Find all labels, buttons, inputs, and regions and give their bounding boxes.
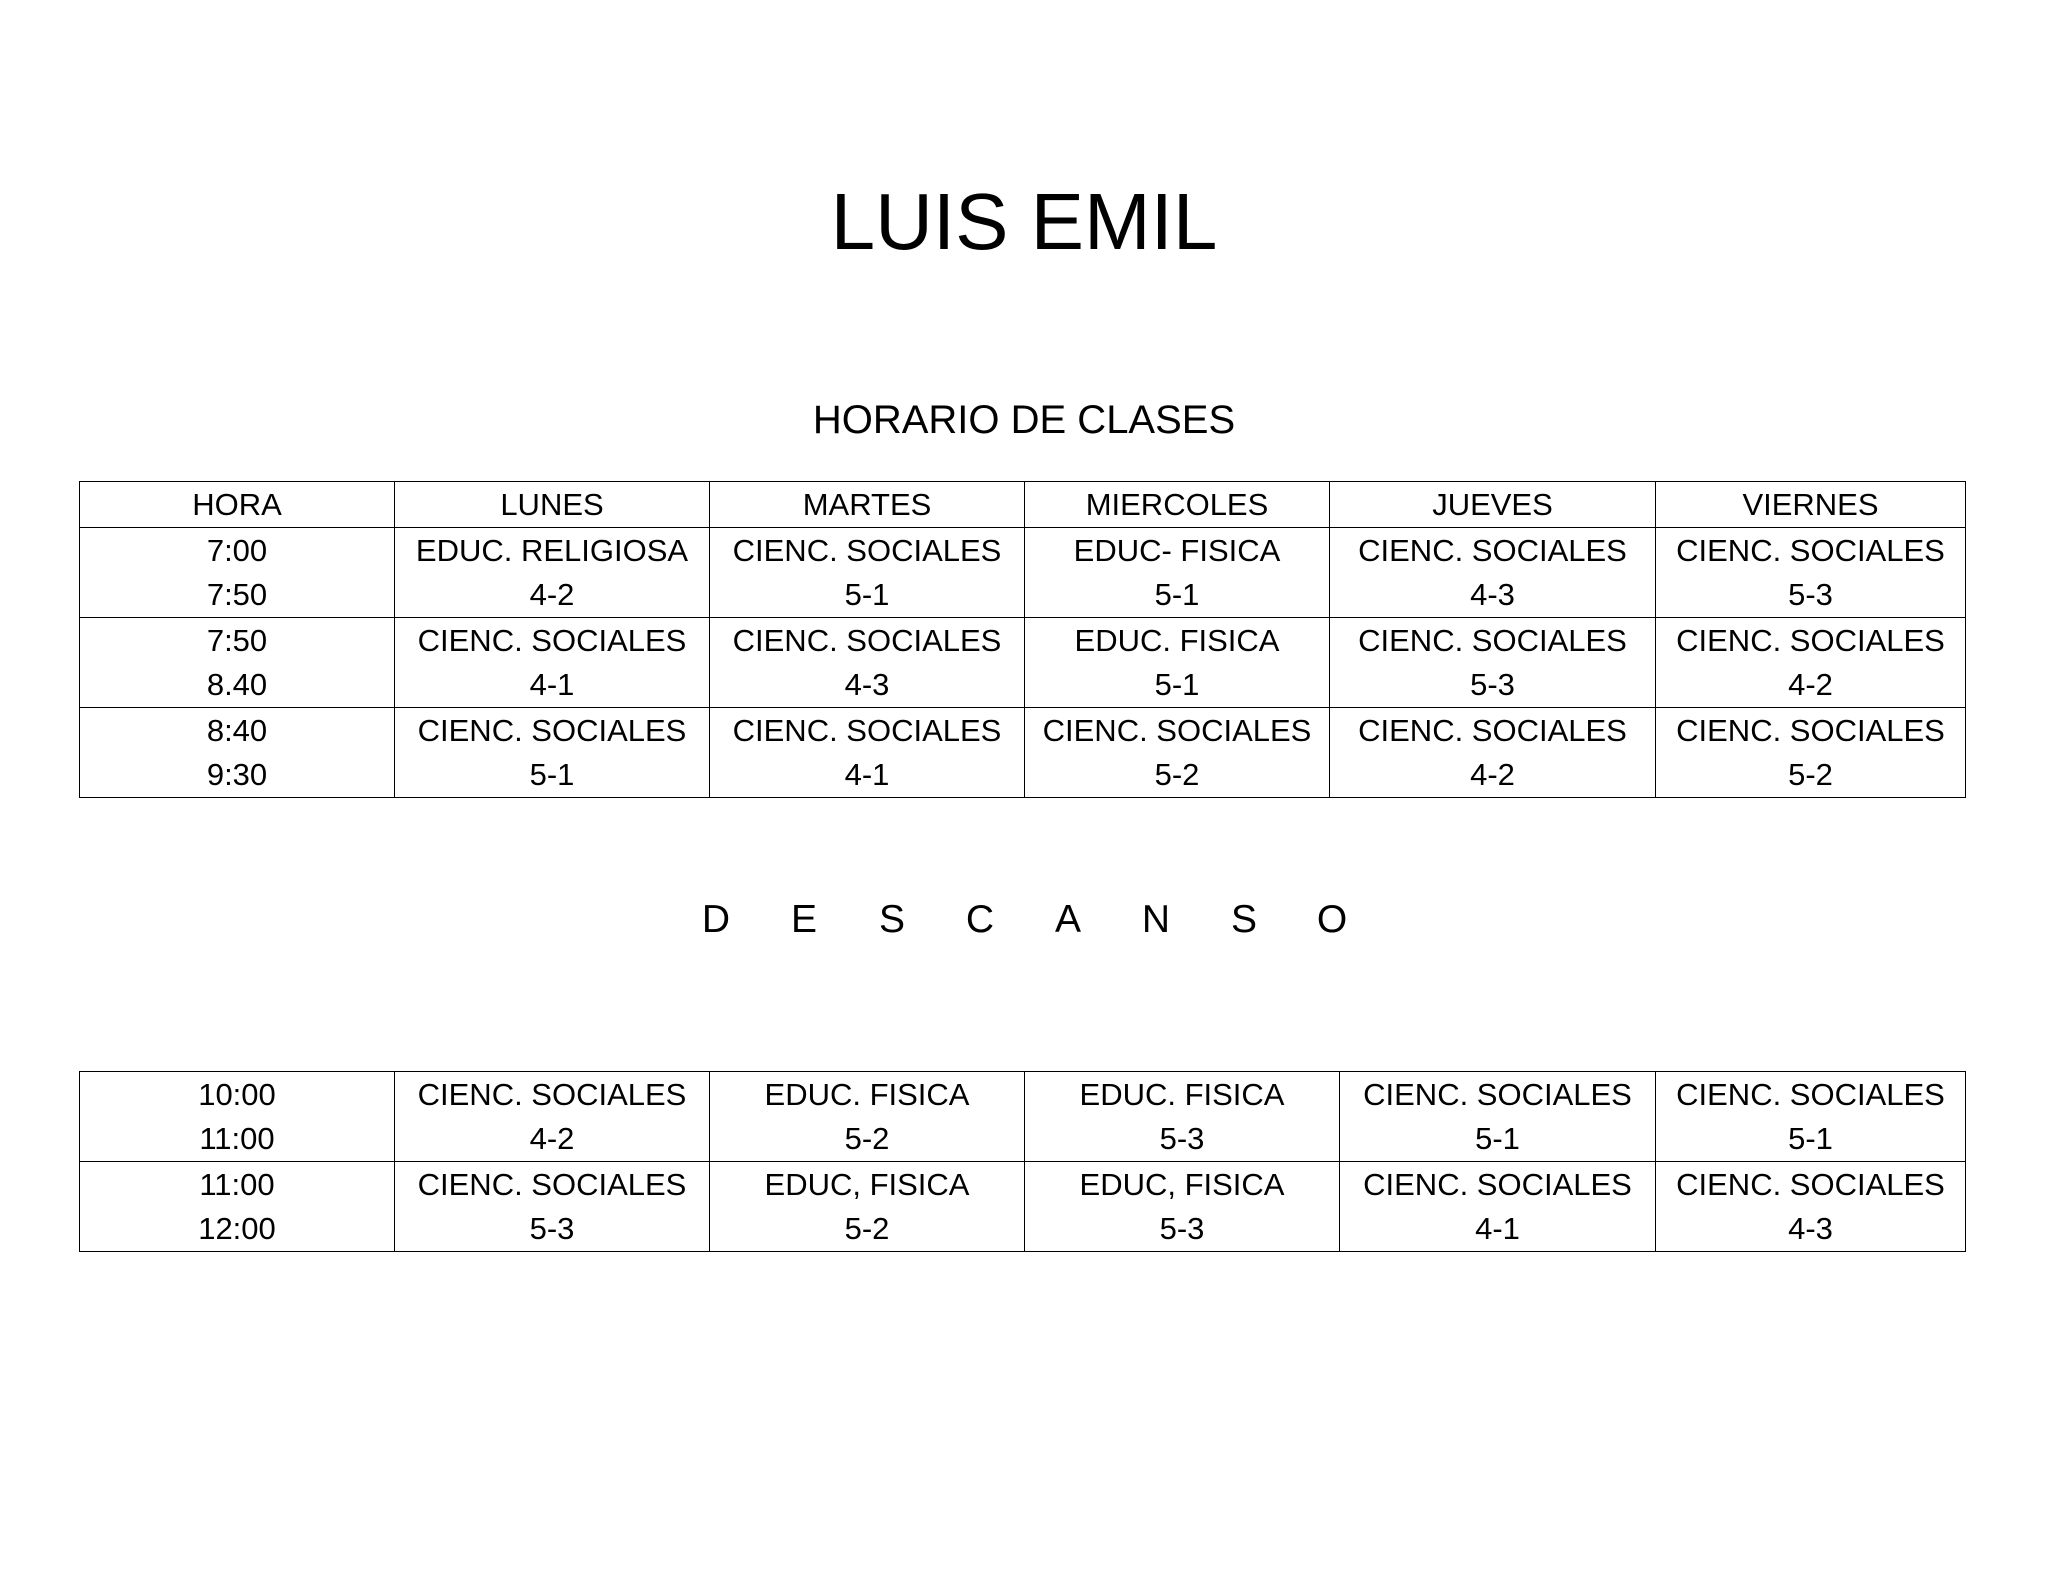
- header-hora: HORA: [80, 482, 395, 528]
- group-label: 4-3: [844, 666, 890, 702]
- start-time: 10:00: [198, 1076, 276, 1112]
- subject-label: CIENC. SOCIALES: [1358, 622, 1627, 658]
- time-cell: [80, 1162, 395, 1252]
- start-time: 8:40: [206, 712, 268, 748]
- subject-label: EDUC- FISICA: [1073, 532, 1281, 568]
- start-time: 11:00: [199, 1166, 275, 1202]
- class-cell: [395, 1162, 710, 1252]
- class-cell: [1330, 528, 1656, 618]
- break-letter: O: [1316, 898, 1348, 941]
- subject-label: CIENC. SOCIALES: [417, 712, 687, 748]
- group-label: 5-2: [1788, 756, 1833, 792]
- end-time: 8.40: [206, 666, 268, 702]
- subject-label: CIENC. SOCIALES: [417, 1166, 687, 1202]
- group-label: 4-1: [1475, 1210, 1520, 1246]
- subject-label: CIENC. SOCIALES: [1042, 712, 1312, 748]
- group-label: 4-1: [844, 756, 890, 792]
- header-viernes: VIERNES: [1656, 482, 1966, 528]
- subject-label: CIENC. SOCIALES: [1363, 1076, 1632, 1112]
- group-label: 4-2: [529, 576, 575, 612]
- table-row: [80, 708, 1966, 798]
- class-cell: [710, 618, 1025, 708]
- late-schedule-body: [80, 1072, 1966, 1252]
- subject-label: CIENC. SOCIALES: [1676, 1166, 1945, 1202]
- class-cell: [395, 708, 710, 798]
- end-time: 11:00: [199, 1120, 275, 1156]
- header-jueves: JUEVES: [1330, 482, 1656, 528]
- subject-label: EDUC. FISICA: [1079, 1076, 1285, 1112]
- break-label: [0, 895, 2048, 945]
- class-cell: [395, 618, 710, 708]
- end-time: 12:00: [198, 1210, 276, 1246]
- group-label: 5-3: [1159, 1210, 1205, 1246]
- class-cell: [1330, 708, 1656, 798]
- subject-label: CIENC. SOCIALES: [732, 532, 1002, 568]
- break-letter: E: [790, 898, 817, 941]
- schedule-subtitle: HORARIO DE CLASES: [812, 398, 1236, 442]
- group-label: 4-3: [1470, 576, 1515, 612]
- subject-label: EDUC, FISICA: [764, 1166, 970, 1202]
- class-cell: [1656, 1072, 1966, 1162]
- subject-label: CIENC. SOCIALES: [1676, 1076, 1945, 1112]
- break-letter: A: [1054, 898, 1081, 941]
- group-label: 4-1: [529, 666, 575, 702]
- subject-label: EDUC. FISICA: [1074, 622, 1280, 658]
- group-label: 5-1: [1154, 576, 1200, 612]
- class-cell: [1025, 618, 1330, 708]
- time-cell: [80, 1072, 395, 1162]
- table-row: [80, 618, 1966, 708]
- subject-label: CIENC. SOCIALES: [732, 622, 1002, 658]
- class-cell: [395, 1072, 710, 1162]
- break-letter: D: [701, 898, 731, 941]
- subject-label: CIENC. SOCIALES: [1363, 1166, 1632, 1202]
- class-cell: [1025, 708, 1330, 798]
- group-label: 5-1: [529, 756, 575, 792]
- time-cell: [80, 528, 395, 618]
- start-time: 7:00: [206, 532, 268, 568]
- group-label: 4-2: [1470, 756, 1515, 792]
- subject-label: CIENC. SOCIALES: [1676, 712, 1945, 748]
- table-row: [80, 1072, 1966, 1162]
- late-schedule-table: [79, 1071, 1966, 1252]
- subject-label: EDUC. FISICA: [764, 1076, 970, 1112]
- start-time: 7:50: [206, 622, 268, 658]
- break-letter: S: [878, 898, 905, 941]
- group-label: 5-1: [1475, 1120, 1520, 1156]
- class-cell: [1340, 1072, 1656, 1162]
- subject-label: CIENC. SOCIALES: [417, 622, 687, 658]
- group-label: 4-3: [1788, 1210, 1833, 1246]
- table-row: [80, 528, 1966, 618]
- time-cell: [80, 708, 395, 798]
- group-label: 4-2: [529, 1120, 575, 1156]
- subject-label: CIENC. SOCIALES: [1358, 712, 1627, 748]
- subject-label: CIENC. SOCIALES: [732, 712, 1002, 748]
- header-row: [80, 482, 1966, 528]
- break-letter: C: [965, 898, 995, 941]
- class-cell: [395, 528, 710, 618]
- group-label: 5-1: [1154, 666, 1200, 702]
- break-letter: S: [1230, 898, 1257, 941]
- header-miercoles: MIERCOLES: [1025, 482, 1330, 528]
- class-cell: [1656, 708, 1966, 798]
- group-label: 5-2: [844, 1120, 890, 1156]
- class-cell: [1025, 1072, 1340, 1162]
- end-time: 7:50: [206, 576, 268, 612]
- time-cell: [80, 618, 395, 708]
- morning-schedule-body: [80, 482, 1966, 798]
- class-cell: [710, 528, 1025, 618]
- table-row: [80, 1162, 1966, 1252]
- group-label: 5-3: [529, 1210, 575, 1246]
- subject-label: EDUC, FISICA: [1079, 1166, 1285, 1202]
- header-lunes: LUNES: [395, 482, 710, 528]
- group-label: 5-3: [1159, 1120, 1205, 1156]
- class-cell: [1340, 1162, 1656, 1252]
- class-cell: [1025, 1162, 1340, 1252]
- class-cell: [1025, 528, 1330, 618]
- group-label: 5-3: [1788, 576, 1833, 612]
- group-label: 5-2: [1154, 756, 1200, 792]
- subject-label: CIENC. SOCIALES: [1358, 532, 1627, 568]
- end-time: 9:30: [206, 756, 268, 792]
- class-cell: [1656, 1162, 1966, 1252]
- class-cell: [710, 1162, 1025, 1252]
- group-label: 5-1: [1788, 1120, 1833, 1156]
- class-cell: [1656, 618, 1966, 708]
- class-cell: [710, 708, 1025, 798]
- morning-schedule-table: [79, 481, 1966, 798]
- class-cell: [1330, 618, 1656, 708]
- group-label: 5-3: [1470, 666, 1515, 702]
- class-cell: [1656, 528, 1966, 618]
- subject-label: CIENC. SOCIALES: [1676, 532, 1945, 568]
- subject-label: EDUC. RELIGIOSA: [415, 532, 689, 568]
- subject-label: CIENC. SOCIALES: [417, 1076, 687, 1112]
- break-letter: N: [1141, 898, 1171, 941]
- class-cell: [710, 1072, 1025, 1162]
- group-label: 4-2: [1788, 666, 1833, 702]
- subject-label: CIENC. SOCIALES: [1676, 622, 1945, 658]
- group-label: 5-2: [844, 1210, 890, 1246]
- header-martes: MARTES: [710, 482, 1025, 528]
- page-title: LUIS EMIL: [830, 177, 1218, 266]
- group-label: 5-1: [844, 576, 890, 612]
